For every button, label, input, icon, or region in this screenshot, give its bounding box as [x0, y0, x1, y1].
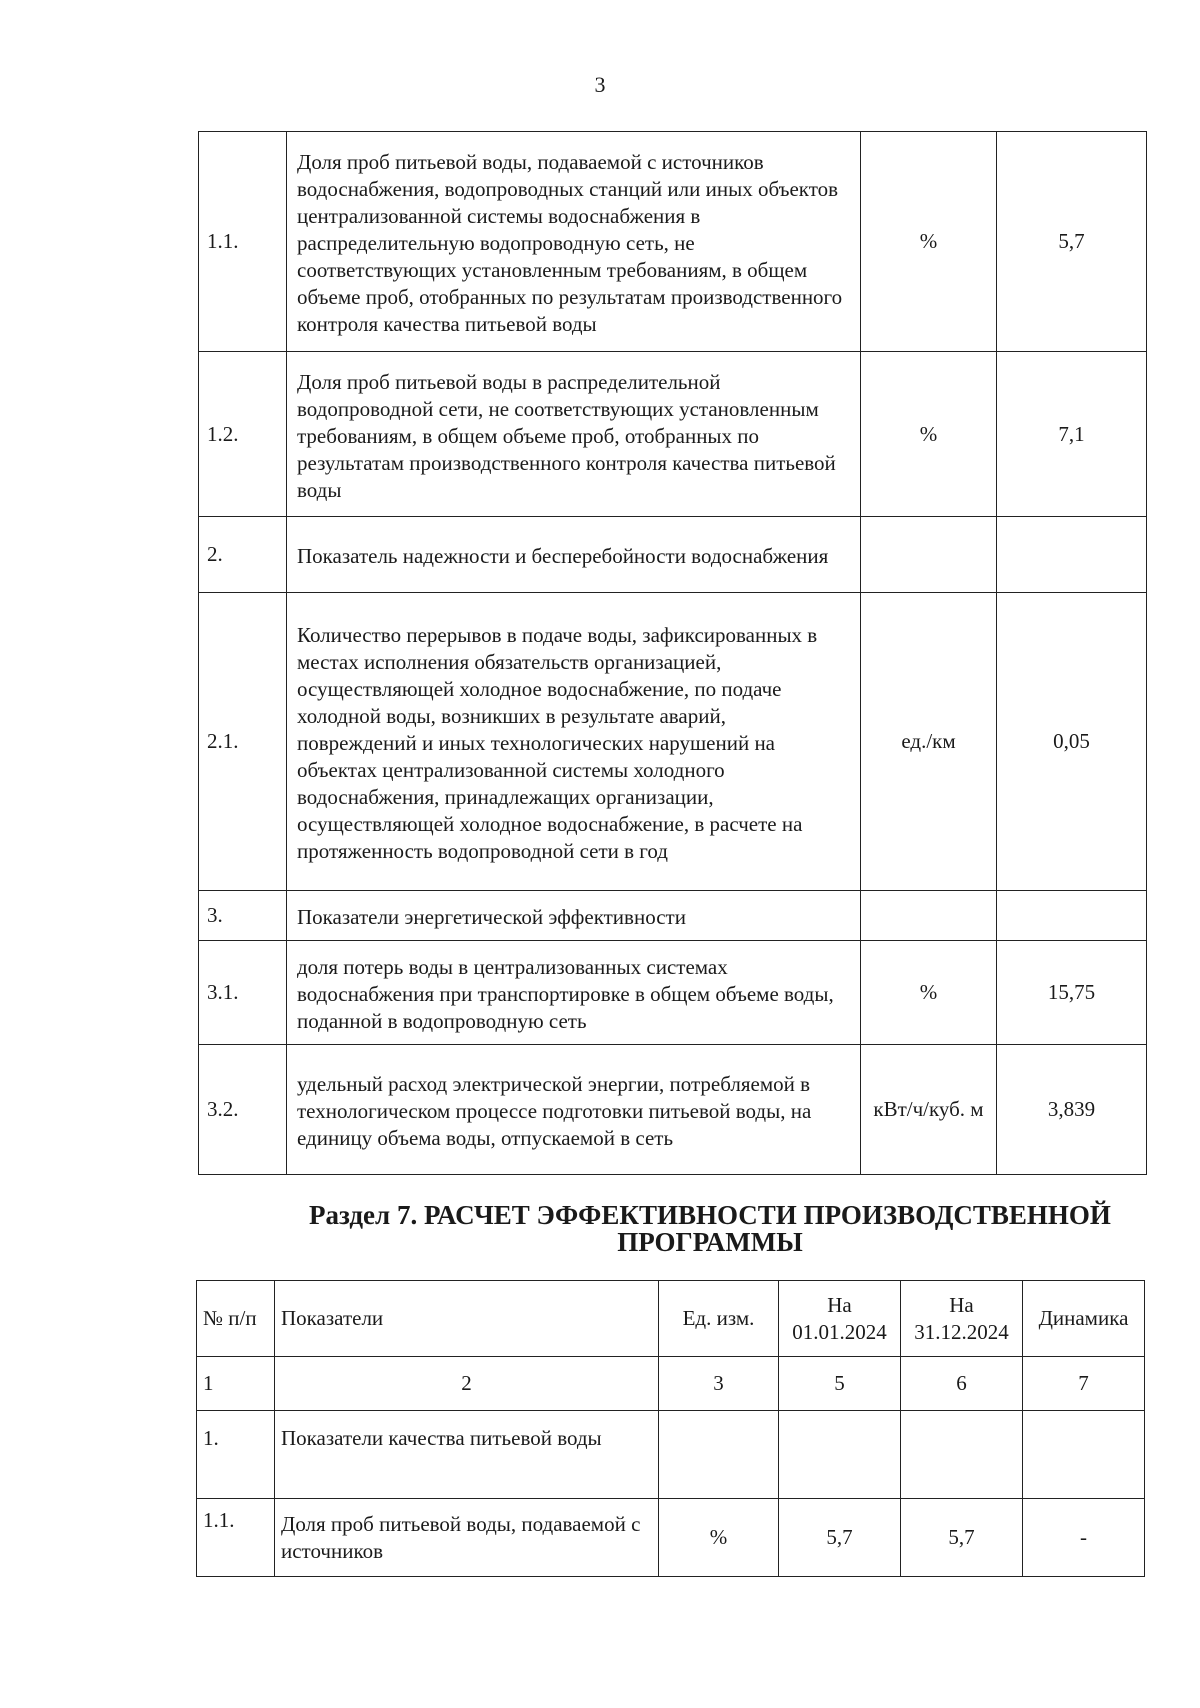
- table-row: [199, 941, 1147, 1045]
- header-num: № п/п: [197, 1281, 275, 1357]
- table-header-row: [197, 1281, 1145, 1357]
- unit-cell: %: [861, 941, 997, 1045]
- indicator-text: удельный расход электрической энергии, потребляемой в технологическом процессе подготовки питьевой воды, на единицу объема воды, отпускаемой в сеть: [287, 1045, 861, 1175]
- row-number: 3.: [199, 891, 287, 941]
- indicator-text: Доля проб питьевой воды, подаваемой с источников: [275, 1499, 659, 1577]
- table-row: [197, 1499, 1145, 1577]
- row-number: 1.1.: [199, 132, 287, 352]
- indicator-text: Показатель надежности и бесперебойности водоснабжения: [287, 517, 861, 593]
- table-row: [199, 352, 1147, 517]
- page-number: 3: [594, 72, 606, 97]
- row-number: 1.1.: [197, 1499, 275, 1577]
- indicator-text: Доля проб питьевой воды в распределительной водопроводной сети, не соответствующих установленным требованиям, в общем объеме проб, отобранных по результатам производственного контроля качества питьевой воды: [287, 352, 861, 517]
- indicators-table: [198, 131, 1147, 1175]
- unit-cell: %: [659, 1499, 779, 1577]
- table-row: [199, 132, 1147, 352]
- unit-cell: %: [861, 132, 997, 352]
- value-cell: 15,75: [997, 941, 1147, 1045]
- column-number-row: [197, 1357, 1145, 1411]
- section-title: [280, 1202, 1140, 1256]
- table-row: [199, 1045, 1147, 1175]
- unit-cell: [861, 517, 997, 593]
- table-row: [199, 517, 1147, 593]
- indicator-text: Показатели качества питьевой воды: [275, 1411, 659, 1499]
- column-number: 6: [901, 1357, 1023, 1411]
- efficiency-table: [196, 1280, 1145, 1577]
- row-number: 2.1.: [199, 593, 287, 891]
- unit-cell: кВт/ч/куб. м: [861, 1045, 997, 1175]
- header-dynamics: Динамика: [1023, 1281, 1145, 1357]
- end-value: [901, 1411, 1023, 1499]
- row-number: 1.2.: [199, 352, 287, 517]
- start-value: [779, 1411, 901, 1499]
- table-row: [199, 593, 1147, 891]
- section-title-line: Раздел 7. РАСЧЕТ ЭФФЕКТИВНОСТИ ПРОИЗВОДСТВЕННОЙ: [309, 1200, 1111, 1230]
- unit-cell: [659, 1411, 779, 1499]
- header-unit: Ед. изм.: [659, 1281, 779, 1357]
- column-number: 3: [659, 1357, 779, 1411]
- unit-cell: ед./км: [861, 593, 997, 891]
- section-title-line: ПРОГРАММЫ: [617, 1227, 803, 1257]
- value-cell: 5,7: [997, 132, 1147, 352]
- value-cell: [997, 891, 1147, 941]
- header-indicator: Показатели: [275, 1281, 659, 1357]
- dynamics-value: -: [1023, 1499, 1145, 1577]
- column-number: 7: [1023, 1357, 1145, 1411]
- row-number: 3.2.: [199, 1045, 287, 1175]
- row-number: 2.: [199, 517, 287, 593]
- end-value: 5,7: [901, 1499, 1023, 1577]
- column-number: 1: [197, 1357, 275, 1411]
- value-cell: [997, 517, 1147, 593]
- indicator-text: Доля проб питьевой воды, подаваемой с источников водоснабжения, водопроводных станций или иных объектов централизованной системы водоснабжения в распределительную водопроводную сеть, не соответствующих установленным требованиям, в общем объеме проб, отобранных по результатам производственного контроля качества питьевой воды: [287, 132, 861, 352]
- indicator-text: доля потерь воды в централизованных системах водоснабжения при транспортировке в общем объеме воды, поданной в водопроводную сеть: [287, 941, 861, 1045]
- value-cell: 7,1: [997, 352, 1147, 517]
- row-number: 1.: [197, 1411, 275, 1499]
- table-row: [197, 1411, 1145, 1499]
- indicator-text: Количество перерывов в подаче воды, зафиксированных в местах исполнения обязательств организацией, осуществляющей холодное водоснабжение, по подаче холодной воды, возникших в результате аварий, повреждений и иных технологических нарушений на объектах централизованной системы холодного водоснабжения, принадлежащих организации, осуществляющей холодное водоснабжение, в расчете на протяженность водопроводной сети в год: [287, 593, 861, 891]
- header-start: На 01.01.2024: [779, 1281, 901, 1357]
- indicator-text: Показатели энергетической эффективности: [287, 891, 861, 941]
- start-value: 5,7: [779, 1499, 901, 1577]
- row-number: 3.1.: [199, 941, 287, 1045]
- column-number: 2: [275, 1357, 659, 1411]
- unit-cell: %: [861, 352, 997, 517]
- value-cell: 3,839: [997, 1045, 1147, 1175]
- dynamics-value: [1023, 1411, 1145, 1499]
- table-row: [199, 891, 1147, 941]
- value-cell: 0,05: [997, 593, 1147, 891]
- unit-cell: [861, 891, 997, 941]
- column-number: 5: [779, 1357, 901, 1411]
- header-end: На 31.12.2024: [901, 1281, 1023, 1357]
